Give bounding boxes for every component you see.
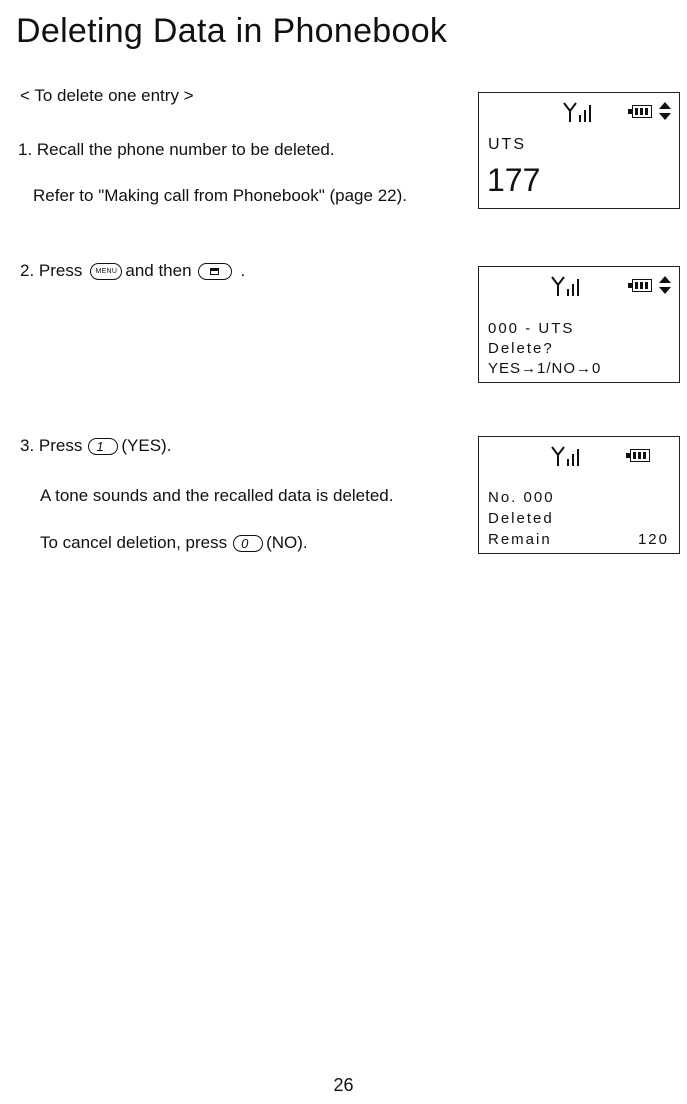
step-2-prefix: 2. Press [20,261,83,280]
display-2-line-3: YES→1/NO→0 [488,360,602,377]
display-3-line-3-value: 120 [637,531,669,548]
up-down-scroll-icon [659,276,671,294]
signal-antenna-icon [563,101,595,123]
subheading: < To delete one entry > [20,86,194,105]
step-3-line-3 [40,533,308,553]
signal-antenna-icon [551,275,583,297]
step-1-note: Refer to "Making call from Phonebook" (page 22). [33,186,407,205]
display-2-line-1: 000 - UTS [488,320,575,337]
display-2-line-2: Delete? [488,340,554,357]
signal-antenna-icon [551,445,583,467]
menu-key-label: MENU [95,267,118,275]
battery-icon [632,105,652,118]
display-3-line-2: Deleted [488,510,554,527]
phonebook-key-icon [198,263,232,280]
step-3-line-3-suffix: (NO). [266,533,308,552]
display-1-number: 177 [487,162,541,198]
up-down-scroll-icon [659,102,671,120]
phone-display-2 [478,266,680,383]
step-3-line-3-prefix: To cancel deletion, press [40,533,228,552]
key-1-label: 1 [96,438,104,454]
key-1-icon [88,438,118,455]
display-3-line-1: No. 000 [488,489,555,506]
page-number: 26 [333,1075,354,1095]
step-3-text [20,436,171,456]
step-2-suffix: . [240,261,246,280]
display-1-name: UTS [488,136,526,153]
menu-key-icon [90,263,122,280]
phone-display-1 [478,92,680,209]
step-3-prefix: 3. Press [20,436,83,455]
step-3-line-2: A tone sounds and the recalled data is deleted. [40,486,394,505]
step-2-text [20,261,245,281]
battery-icon [630,449,650,462]
step-2-middle: and then [125,261,192,280]
key-0-icon [233,535,263,552]
page-title: Deleting Data in Phonebook [16,12,448,50]
display-3-line-3-label: Remain [488,531,552,548]
phone-display-3 [478,436,680,554]
step-1-text: 1. Recall the phone number to be deleted. [18,140,335,159]
key-0-label: 0 [241,535,249,551]
battery-icon [632,279,652,292]
step-3-suffix: (YES). [121,436,172,455]
